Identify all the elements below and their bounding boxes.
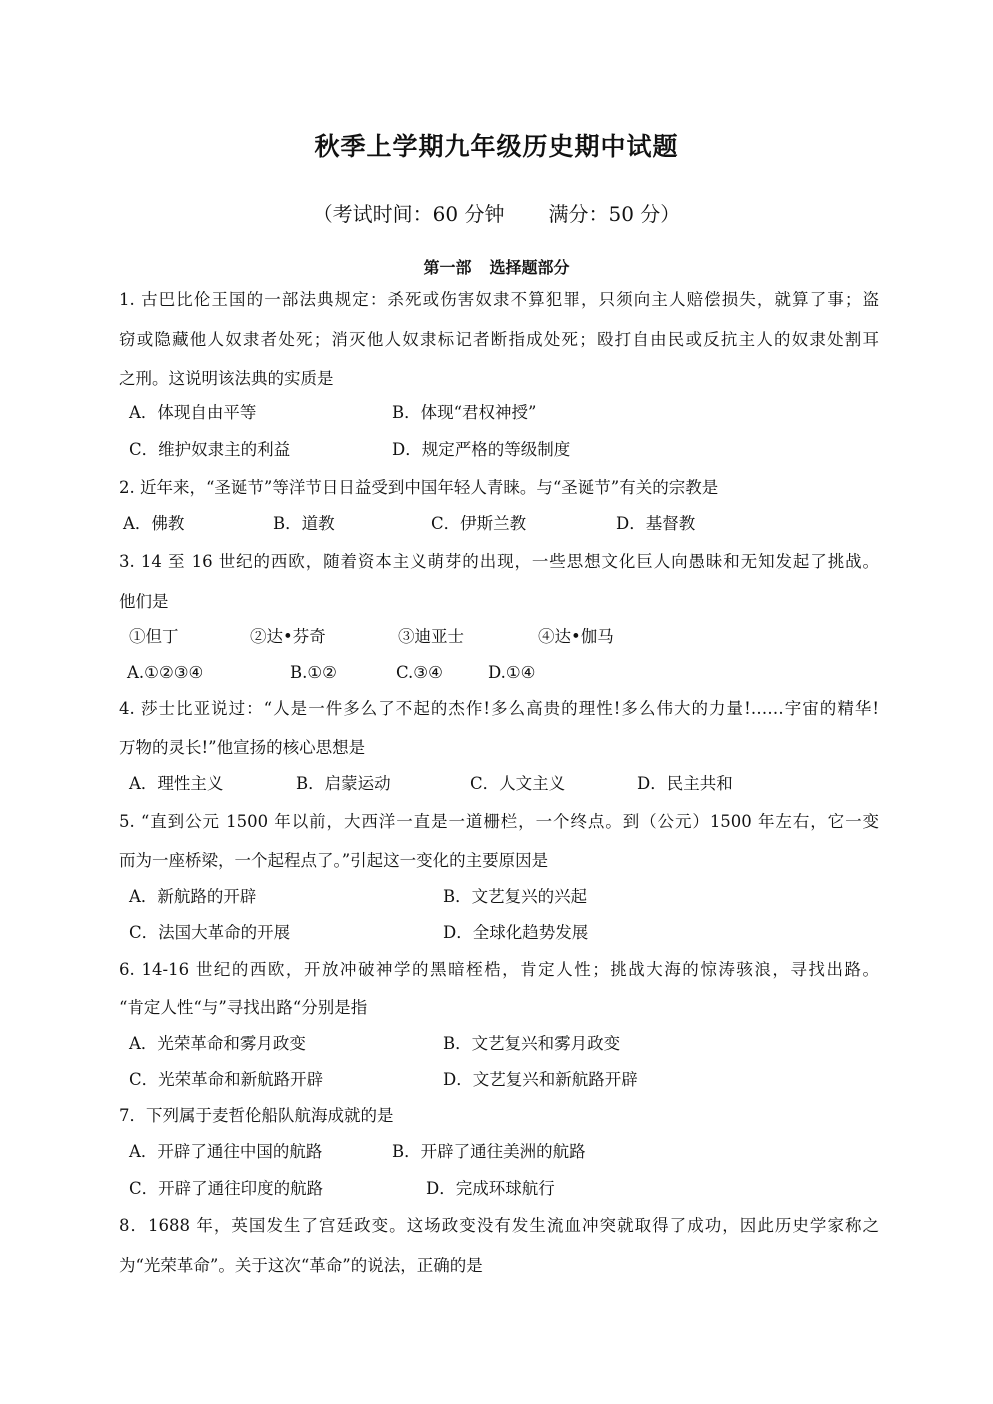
question-6-option-c: C．光荣革命和新航路开辟 bbox=[129, 1070, 324, 1089]
question-4-option-d: D．民主共和 bbox=[637, 774, 733, 793]
question-3-item-1: ①但丁 bbox=[129, 627, 179, 646]
question-4-option-a: A．理性主义 bbox=[129, 774, 224, 793]
section-heading bbox=[0, 255, 993, 278]
question-3-option-b: B.①② bbox=[290, 663, 337, 682]
question-2-option-a: A．佛教 bbox=[123, 514, 185, 533]
question-5-option-a: A．新航路的开辟 bbox=[129, 887, 257, 906]
question-8-line: 8．1688 年，英国发生了宫廷政变。这场政变没有发生流血冲突就取得了成功，因此历史学家称之 bbox=[119, 1216, 879, 1235]
question-1-option-b: B．体现“君权神授” bbox=[392, 403, 537, 422]
question-2-line: 2. 近年来，“圣诞节”等洋节日日益受到中国年轻人青睐。与“圣诞节”有关的宗教是 bbox=[119, 478, 719, 497]
question-5-line: 而为一座桥梁，一个起程点了。”引起这一变化的主要原因是 bbox=[119, 851, 549, 870]
question-6-option-d: D．文艺复兴和新航路开辟 bbox=[443, 1070, 638, 1089]
question-4-option-b: B．启蒙运动 bbox=[296, 774, 391, 793]
question-3-item-2: ②达•芬奇 bbox=[250, 627, 326, 646]
question-3-line: 3. 14 至 16 世纪的西欧，随着资本主义萌芽的出现，一些思想文化巨人向愚昧和无知发起了挑战。 bbox=[119, 552, 879, 571]
question-1-option-c: C．维护奴隶主的利益 bbox=[129, 440, 291, 459]
question-4-line: 4. 莎士比亚说过：“人是一件多么了不起的杰作!多么高贵的理性!多么伟大的力量!……宇宙的精华! bbox=[119, 699, 879, 718]
question-3-line: 他们是 bbox=[119, 592, 169, 611]
question-7-option-d: D．完成环球航行 bbox=[426, 1179, 555, 1198]
question-1-line: 1. 古巴比伦王国的一部法典规定：杀死或伤害奴隶不算犯罪，只须向主人赔偿损失，就算了事；盗 bbox=[119, 290, 879, 309]
exam-title: 秋季上学期九年级历史期中试题 bbox=[314, 132, 679, 161]
question-5-option-c: C．法国大革命的开展 bbox=[129, 923, 291, 942]
exam-time: （考试时间：60 分钟 bbox=[312, 202, 505, 226]
question-7-option-b: B．开辟了通往美洲的航路 bbox=[392, 1142, 586, 1161]
question-5-line: 5. “直到公元 1500 年以前，大西洋一直是一道栅栏，一个终点。到（公元）1500 年左右，它一变 bbox=[119, 812, 879, 831]
question-2-option-d: D．基督教 bbox=[616, 514, 696, 533]
question-4-option-c: C．人文主义 bbox=[470, 774, 566, 793]
question-7-option-a: A．开辟了通往中国的航路 bbox=[129, 1142, 323, 1161]
section-name: 选择题部分 bbox=[489, 258, 570, 277]
question-3-option-a: A.①②③④ bbox=[127, 663, 204, 682]
question-1-line: 窃或隐藏他人奴隶者处死；消灭他人奴隶标记者断指成处死；殴打自由民或反抗主人的奴隶处割耳 bbox=[119, 330, 879, 349]
question-6-line: “肯定人性“与”寻找出路“分别是指 bbox=[119, 998, 368, 1017]
question-6-option-a: A．光荣革命和雾月政变 bbox=[129, 1034, 306, 1053]
question-6-option-b: B．文艺复兴和雾月政变 bbox=[443, 1034, 621, 1053]
question-3-option-d: D.①④ bbox=[488, 663, 536, 682]
section-part: 第一部 bbox=[423, 258, 472, 277]
question-7-option-c: C．开辟了通往印度的航路 bbox=[129, 1179, 324, 1198]
question-5-option-d: D．全球化趋势发展 bbox=[443, 923, 589, 942]
question-8-line: 为“光荣革命”。关于这次“革命”的说法，正确的是 bbox=[119, 1256, 483, 1275]
question-5-option-b: B．文艺复兴的兴起 bbox=[443, 887, 588, 906]
question-6-line: 6. 14-16 世纪的西欧，开放冲破神学的黑暗桎梏，肯定人性；挑战大海的惊涛骇浪，寻找出路。 bbox=[119, 960, 879, 979]
question-4-line: 万物的灵长!”他宣扬的核心思想是 bbox=[119, 738, 366, 757]
question-3-item-4: ④达•伽马 bbox=[538, 627, 614, 646]
question-3-option-c: C.③④ bbox=[396, 663, 443, 682]
question-1-option-a: A．体现自由平等 bbox=[129, 403, 257, 422]
exam-full-score: 满分：50 分） bbox=[548, 202, 681, 226]
question-2-option-c: C．伊斯兰教 bbox=[431, 514, 527, 533]
question-1-line: 之刑。这说明该法典的实质是 bbox=[119, 369, 334, 388]
question-3-item-3: ③迪亚士 bbox=[398, 627, 464, 646]
question-1-option-d: D．规定严格的等级制度 bbox=[392, 440, 571, 459]
question-2-option-b: B．道教 bbox=[273, 514, 335, 533]
question-7-line: 7．下列属于麦哲伦船队航海成就的是 bbox=[119, 1106, 394, 1125]
exam-info bbox=[0, 198, 993, 227]
